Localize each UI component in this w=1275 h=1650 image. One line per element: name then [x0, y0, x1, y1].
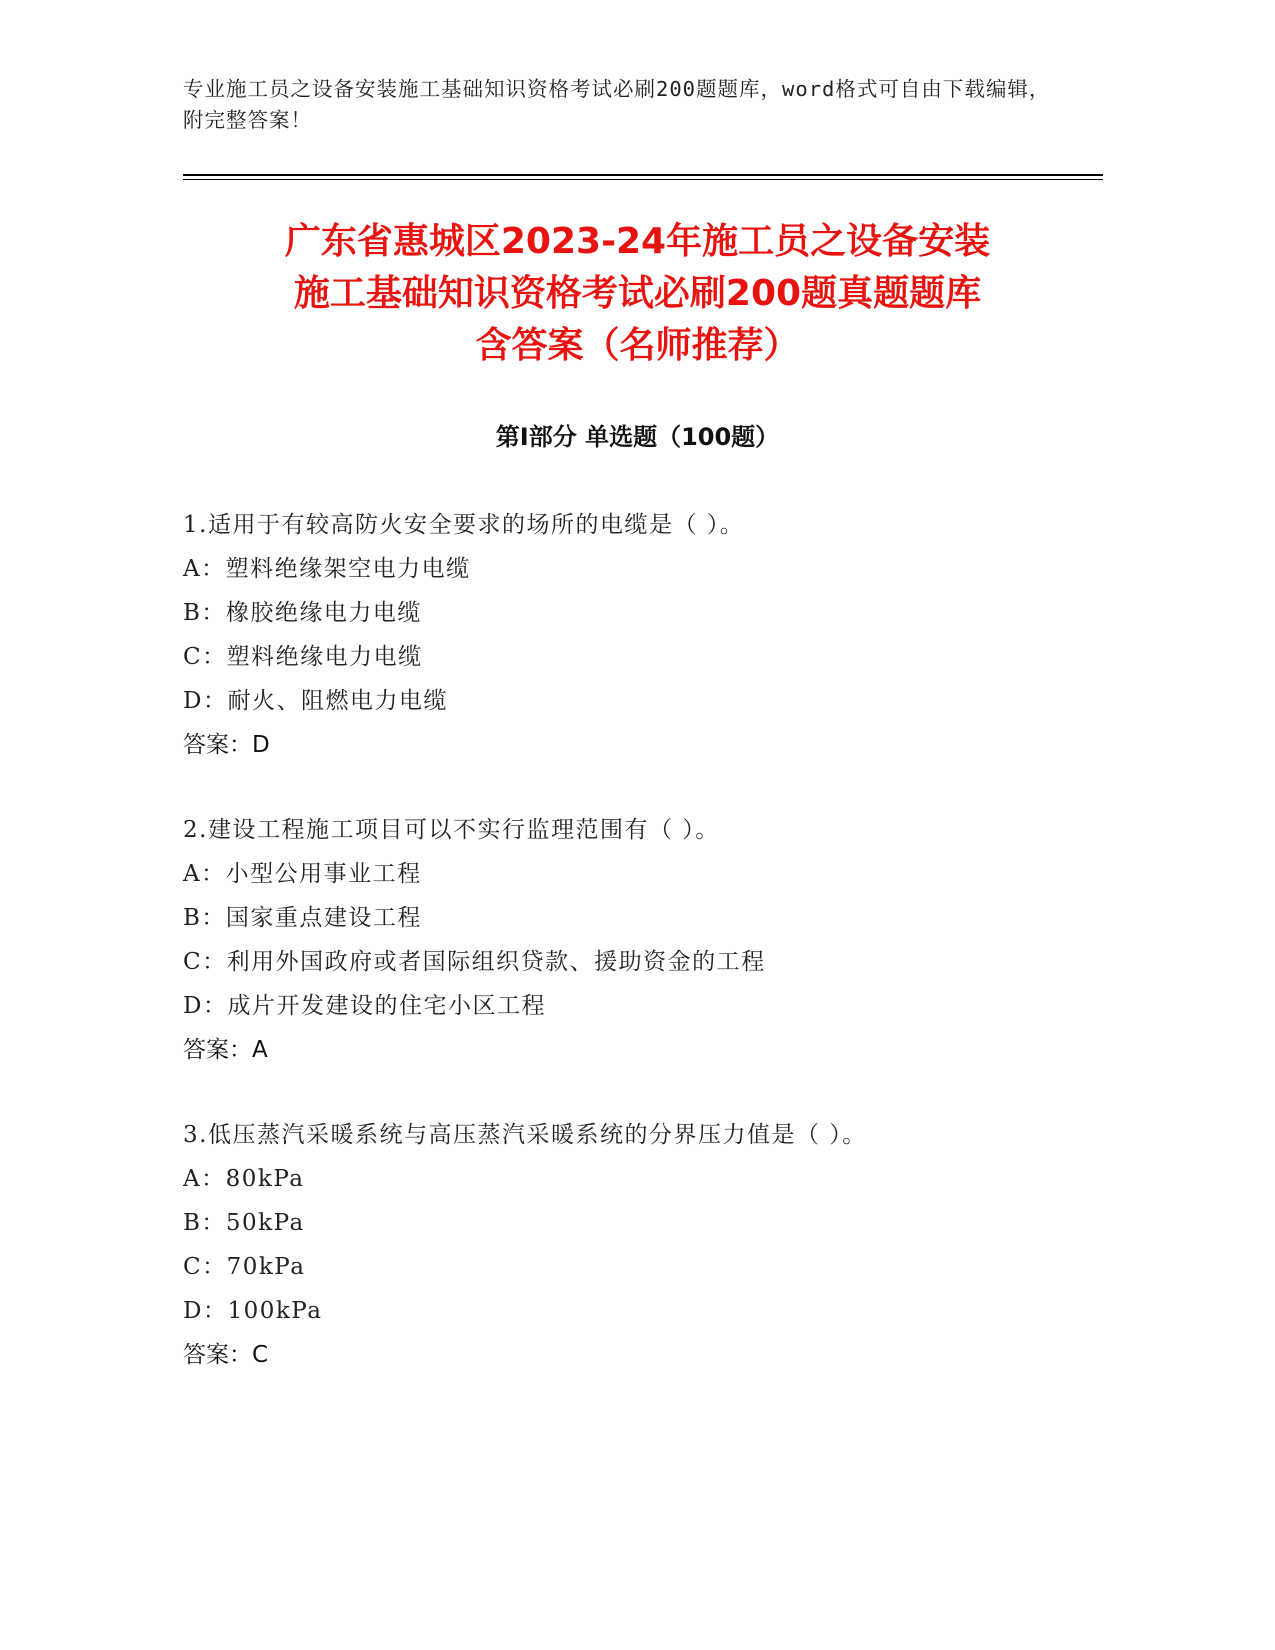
question-stem: 1.适用于有较高防火安全要求的场所的电缆是（ ）。: [183, 512, 745, 538]
answer-label: 答案：A: [183, 1037, 268, 1063]
option-b: B：橡胶绝缘电力电缆: [183, 600, 422, 626]
option-d: D：100kPa: [183, 1298, 323, 1324]
option-b: B：国家重点建设工程: [183, 905, 422, 931]
header-divider-thick: [183, 174, 1103, 176]
document-title: [170, 216, 1105, 372]
title-line-2: 施工基础知识资格考试必刷200题真题题库: [293, 273, 982, 314]
question-stem: 2.建设工程施工项目可以不实行监理范围有（ ）。: [183, 817, 720, 843]
section-title: 第Ⅰ部分 单选题（100题）: [495, 423, 780, 451]
option-d: D：成片开发建设的住宅小区工程: [183, 993, 546, 1019]
header-note: 专业施工员之设备安装施工基础知识资格考试必刷200题题库，word格式可自由下载编辑，附完整答案！: [183, 77, 1051, 132]
answer-label: 答案：D: [183, 732, 270, 758]
question-block: [183, 503, 1083, 767]
option-a: A：80kPa: [183, 1166, 305, 1192]
title-line-3: 含答案（名师推荐）: [475, 325, 800, 366]
question-stem: 3.低压蒸汽采暖系统与高压蒸汽采暖系统的分界压力值是（ ）。: [183, 1122, 867, 1148]
header-divider-thin: [183, 179, 1103, 180]
option-c: C：利用外国政府或者国际组织贷款、援助资金的工程: [183, 949, 766, 975]
option-b: B：50kPa: [183, 1210, 305, 1236]
option-c: C：塑料绝缘电力电缆: [183, 644, 423, 670]
option-a: A：小型公用事业工程: [183, 861, 422, 887]
option-d: D：耐火、阻燃电力电缆: [183, 688, 448, 714]
option-c: C：70kPa: [183, 1254, 306, 1280]
option-a: A：塑料绝缘架空电力电缆: [183, 556, 471, 582]
title-line-1: 广东省惠城区2023-24年施工员之设备安装: [284, 221, 991, 262]
answer-label: 答案：C: [183, 1342, 269, 1368]
question-block: [183, 1113, 1083, 1377]
question-block: [183, 808, 1083, 1072]
